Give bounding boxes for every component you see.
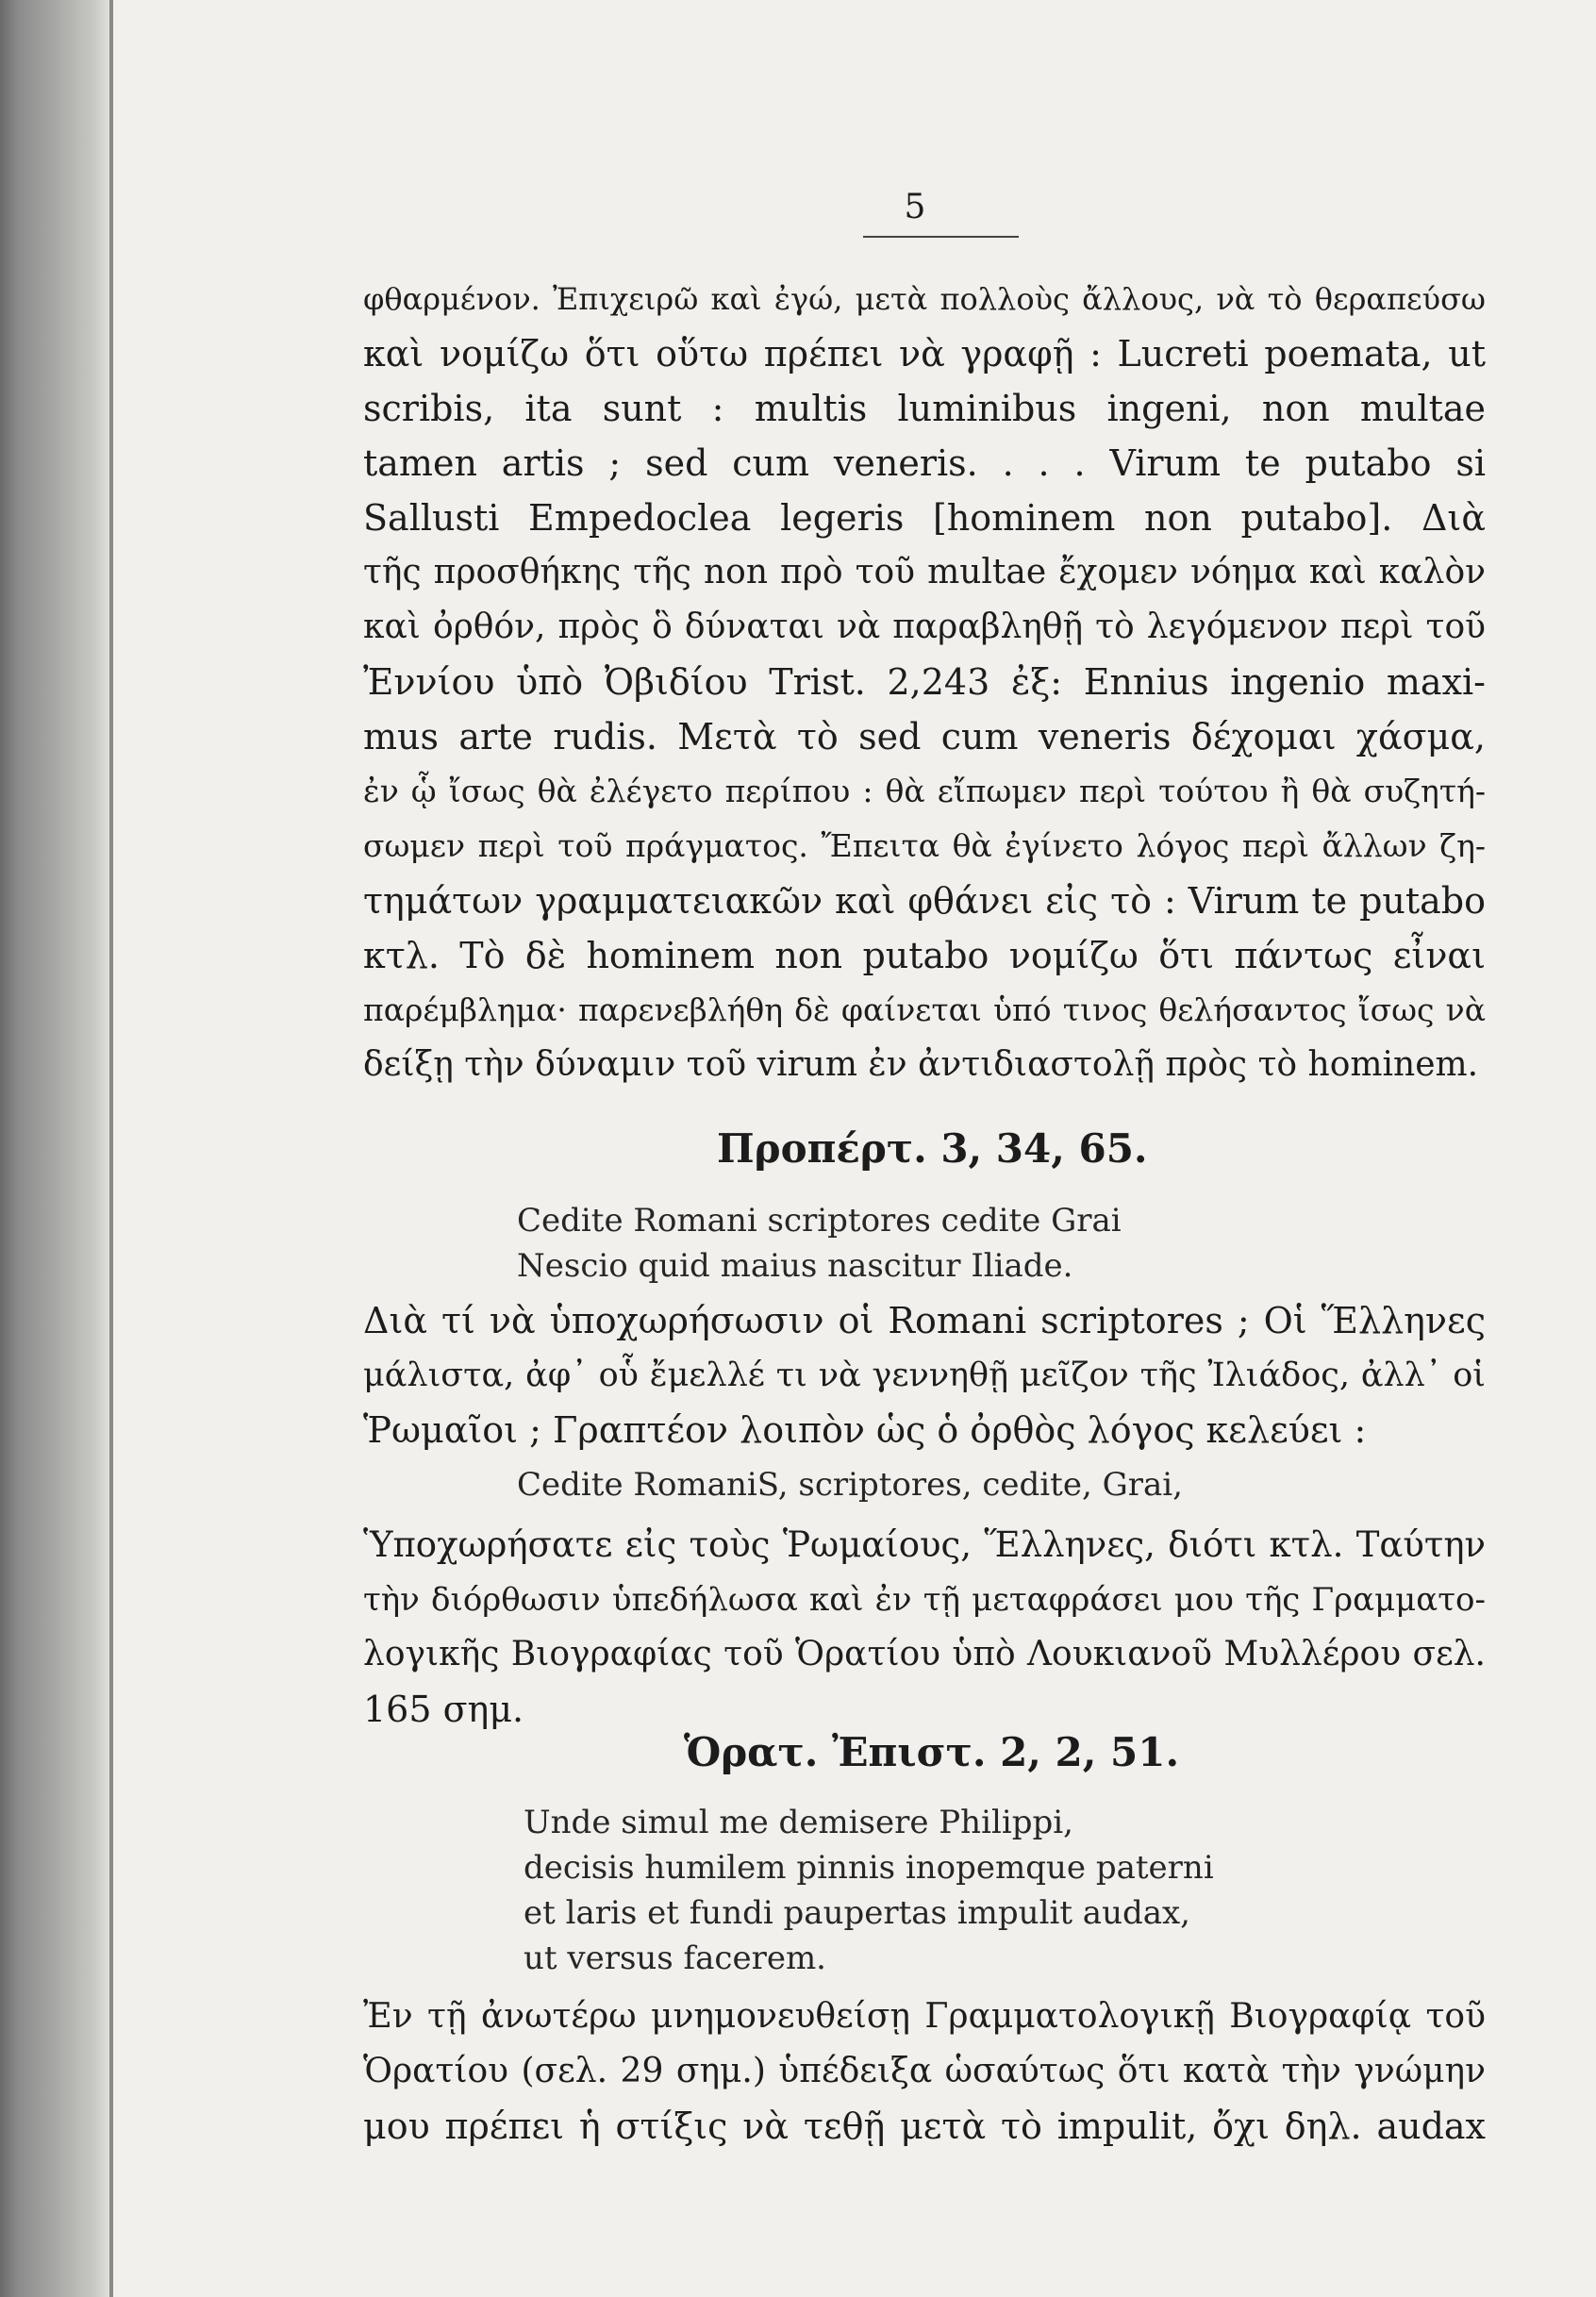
verse-line: Nescio quid maius nascitur Iliade. (517, 1247, 1073, 1285)
text-line: σωμεν περὶ τοῦ πράγματος. Ἔπειτα θὰ ἐγίνετο λόγος περὶ ἄλλων ζη- (363, 827, 1486, 864)
text-line: Ὑποχωρήσατε εἰς τοὺς Ῥωμαίους, Ἕλληνες, διότι κτλ. Ταύτην (363, 1524, 1486, 1565)
text-line: Ἐν τῇ ἀνωτέρω μνημονευθείσῃ Γραμματολογικῇ Βιογραφίᾳ τοῦ (363, 1997, 1486, 2036)
page-number: 5 (904, 188, 926, 226)
text-line: Ἐννίου ὑπὸ Ὀβιδίου Trist. 2,243 ἐξ: Ennius ingenio maxi- (363, 661, 1486, 703)
page-binding-edge (109, 0, 113, 2297)
verse-line: decisis humilem pinnis inopemque paterni (524, 1849, 1214, 1887)
text-line: τὴν διόρθωσιν ὑπεδήλωσα καὶ ἐν τῇ μεταφράσει μου τῆς Γραμματο- (363, 1581, 1486, 1619)
page-number-rule (863, 236, 1019, 238)
page-binding-shadow (0, 0, 111, 2297)
text-line: scribis, ita sunt : multis luminibus ingeni, non multae (363, 388, 1486, 429)
text-line: καὶ νομίζω ὅτι οὕτω πρέπει νὰ γραφῇ : Lucreti poemata, ut (363, 333, 1486, 375)
text-line: φθαρμένον. Ἐπιχειρῶ καὶ ἐγώ, μετὰ πολλοὺς ἄλλους, νὰ τὸ θεραπεύσω (363, 281, 1486, 317)
text-line: μου πρέπει ἡ στίξις νὰ τεθῇ μετὰ τὸ impulit, ὄχι δηλ. audax (363, 2106, 1486, 2147)
text-line: 165 σημ. (363, 1689, 524, 1730)
verse-line: Unde simul me demisere Philippi, (524, 1804, 1073, 1841)
text-line: Ῥωμαῖοι ; Γραπτέον λοιπὸν ὡς ὁ ὀρθὸς λόγος κελεύει : (363, 1409, 1367, 1451)
verse-line: ut versus facerem. (524, 1939, 826, 1977)
text-line: Ὁρατίου (σελ. 29 σημ.) ὑπέδειξα ὡσαύτως ὅτι κατὰ τὴν γνώμην (363, 2052, 1486, 2090)
text-line: καὶ ὀρθόν, πρὸς ὃ δύναται νὰ παραβληθῇ τὸ λεγόμενον περὶ τοῦ (363, 608, 1486, 646)
section-heading-horace: Ὁρατ. Ἐπιστ. 2, 2, 51. (684, 1729, 1180, 1775)
verse-line: Cedite Romani scriptores cedite Grai (517, 1202, 1122, 1240)
section-heading-propertius: Προπέρτ. 3, 34, 65. (717, 1125, 1148, 1172)
text-line: Sallusti Empedoclea legeris [hominem non putabo]. Διὰ (363, 497, 1486, 539)
text-line: κτλ. Τὸ δὲ hominem non putabo νομίζω ὅτι πάντως εἶναι (363, 935, 1486, 976)
text-line: τῆς προσθήκης τῆς non πρὸ τοῦ multae ἔχομεν νόημα καὶ καλὸν (363, 553, 1486, 591)
text-line: ἐν ᾧ ἴσως θὰ ἐλέγετο περίπου : θὰ εἴπωμεν περὶ τούτου ἢ θὰ συζητή- (363, 773, 1486, 809)
text-line: tamen artis ; sed cum veneris. . . . Virum te putabo si (363, 442, 1486, 484)
text-line: παρέμβλημα· παρενεβλήθη δὲ φαίνεται ὑπό τινος θελήσαντος ἴσως νὰ (363, 991, 1486, 1028)
text-line: λογικῆς Βιογραφίας τοῦ Ὁρατίου ὑπὸ Λουκιανοῦ Μυλλέρου σελ. (363, 1635, 1486, 1673)
text-line: τημάτων γραμματειακῶν καὶ φθάνει εἰς τὸ : Virum te putabo (363, 880, 1486, 922)
text-line: μάλιστα, ἀφ᾽ οὗ ἔμελλέ τι νὰ γεννηθῇ μεῖζον τῆς Ἰλιάδος, ἀλλ᾽ οἱ (363, 1357, 1486, 1394)
verse-line-emended: Cedite RomaniS, scriptores, cedite, Grai, (517, 1466, 1183, 1504)
text-line: mus arte rudis. Μετὰ τὸ sed cum veneris δέχομαι χάσμα, (363, 716, 1486, 757)
text-line: δείξῃ τὴν δύναμιν τοῦ virum ἐν ἀντιδιαστολῇ πρὸς τὸ hominem. (363, 1045, 1479, 1084)
text-line: Διὰ τί νὰ ὑποχωρήσωσιν οἱ Romani scriptores ; Οἱ Ἕλληνες (363, 1300, 1486, 1341)
verse-line: et laris et fundi paupertas impulit audax, (524, 1894, 1190, 1932)
